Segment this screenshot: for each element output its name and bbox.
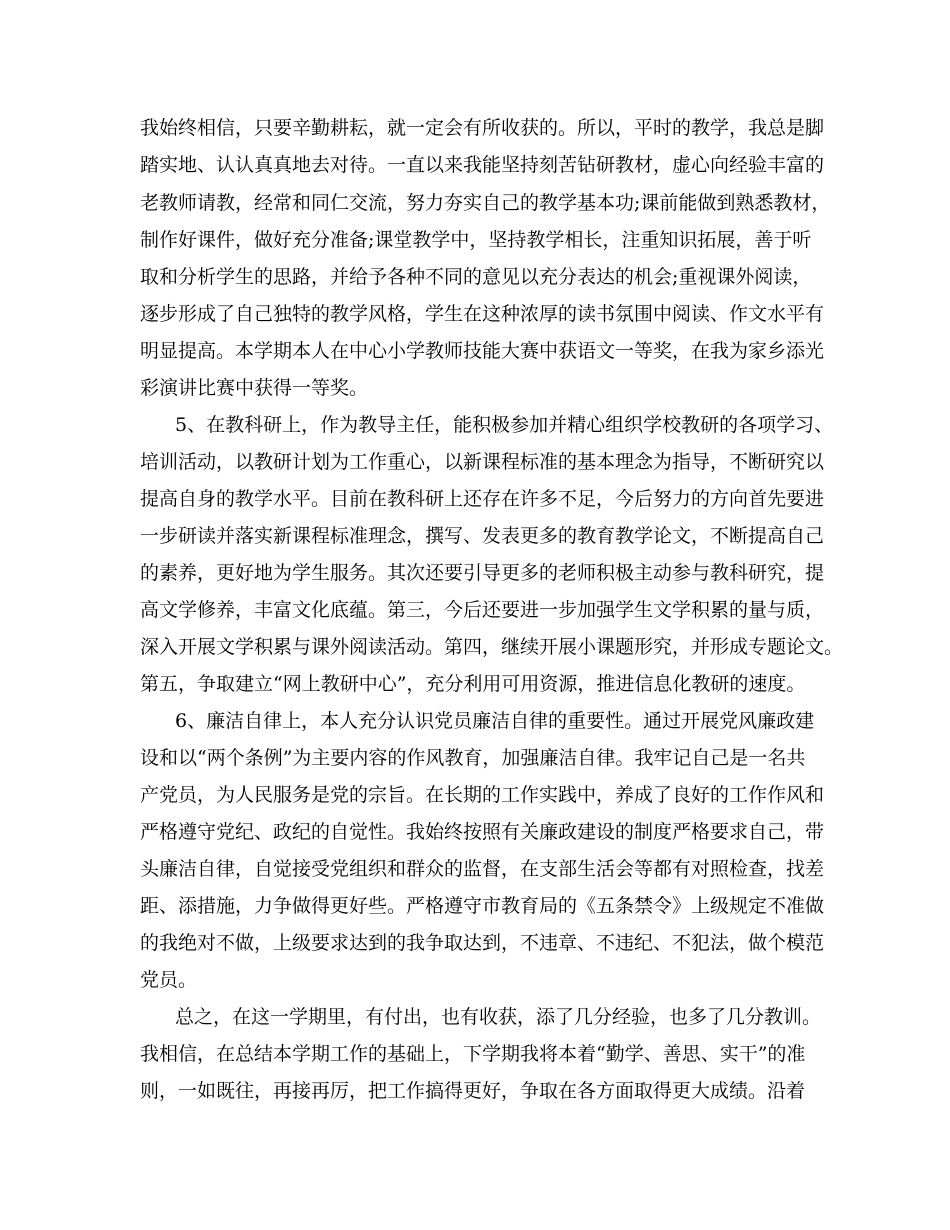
text-line: 明显提高。本学期本人在中心小学教师技能大赛中获语文一等奖，在我为家乡添光 xyxy=(140,340,825,362)
text-line: 5、在教科研上，作为教导主任，能积极参加并精心组织学校教研的各项学习、 xyxy=(175,414,834,436)
text-line: 取和分析学生的思路，并给予各种不同的意见以充分表达的机会;重视课外阅读， xyxy=(140,266,812,288)
text-line: 老教师请教，经常和同仁交流，努力夯实自己的教学基本功;课前能做到熟悉教材， xyxy=(140,192,831,214)
text-line: 踏实地、认认真真地去对待。一直以来我能坚持刻苦钻研教材，虚心向经验丰富的 xyxy=(140,154,825,176)
text-line: 的素养，更好地为学生服务。其次还要引导更多的老师积极主动参与教科研究，提 xyxy=(140,562,825,584)
text-line: 深入开展文学积累与课外阅读活动。第四，继续开展小课题形究，并形成专题论文。 xyxy=(140,636,844,658)
text-line: 提高自身的教学水平。目前在教科研上还存在许多不足，今后努力的方向首先要进 xyxy=(140,488,825,510)
text-line: 头廉洁自律，自觉接受党组织和群众的监督，在支部生活会等都有对照检查，找差 xyxy=(140,858,825,880)
text-line: 逐步形成了自己独特的教学风格，学生在这种浓厚的读书氛围中阅读、作文水平有 xyxy=(140,303,825,325)
text-line: 总之，在这一学期里，有付出，也有收获，添了几分经验，也多了几分教训。 xyxy=(175,1006,822,1028)
text-line: 设和以“两个条例”为主要内容的作风教育，加强廉洁自律。我牢记自己是一名共 xyxy=(140,747,806,769)
text-line: 第五，争取建立“网上教研中心”，充分利用可用资源，推进信息化教研的速度。 xyxy=(140,673,806,695)
text-line: 的我绝对不做，上级要求达到的我争取达到，不违章、不违纪、不犯法，做个模范 xyxy=(140,932,825,954)
text-line: 则，一如既往，再接再厉，把工作搞得更好，争取在各方面取得更大成绩。沿着 xyxy=(140,1080,806,1102)
text-line: 一步研读并落实新课程标准理念，撰写、发表更多的教育教学论文，不断提高自己 xyxy=(140,525,825,547)
text-line: 严格遵守党纪、政纪的自觉性。我始终按照有关廉政建设的制度严格要求自己，带 xyxy=(140,821,825,843)
text-line: 我始终相信，只要辛勤耕耘，就一定会有所收获的。所以，平时的教学，我总是脚 xyxy=(140,117,825,139)
text-line: 产党员，为人民服务是党的宗旨。在长期的工作实践中，养成了良好的工作作风和 xyxy=(140,784,825,806)
text-line: 高文学修养，丰富文化底蕴。第三，今后还要进一步加强学生文学积累的量与质， xyxy=(140,599,825,621)
text-line: 6、廉洁自律上，本人充分认识党员廉洁自律的重要性。通过开展党风廉政建 xyxy=(175,710,815,732)
text-line: 党员。 xyxy=(140,969,198,991)
text-line: 我相信，在总结本学期工作的基础上，下学期我将本着“勤学、善思、实干”的准 xyxy=(140,1043,806,1065)
text-line: 培训活动，以教研计划为工作重心，以新课程标准的基本理念为指导，不断研究以 xyxy=(140,451,825,473)
text-line: 彩演讲比赛中获得一等奖。 xyxy=(140,377,369,399)
text-line: 距、添措施，力争做得更好些。严格遵守市教育局的《五条禁令》上级规定不准做 xyxy=(140,895,825,917)
text-line: 制作好课件，做好充分准备;课堂教学中，坚持教学相长，注重知识拓展，善于听 xyxy=(140,229,812,251)
